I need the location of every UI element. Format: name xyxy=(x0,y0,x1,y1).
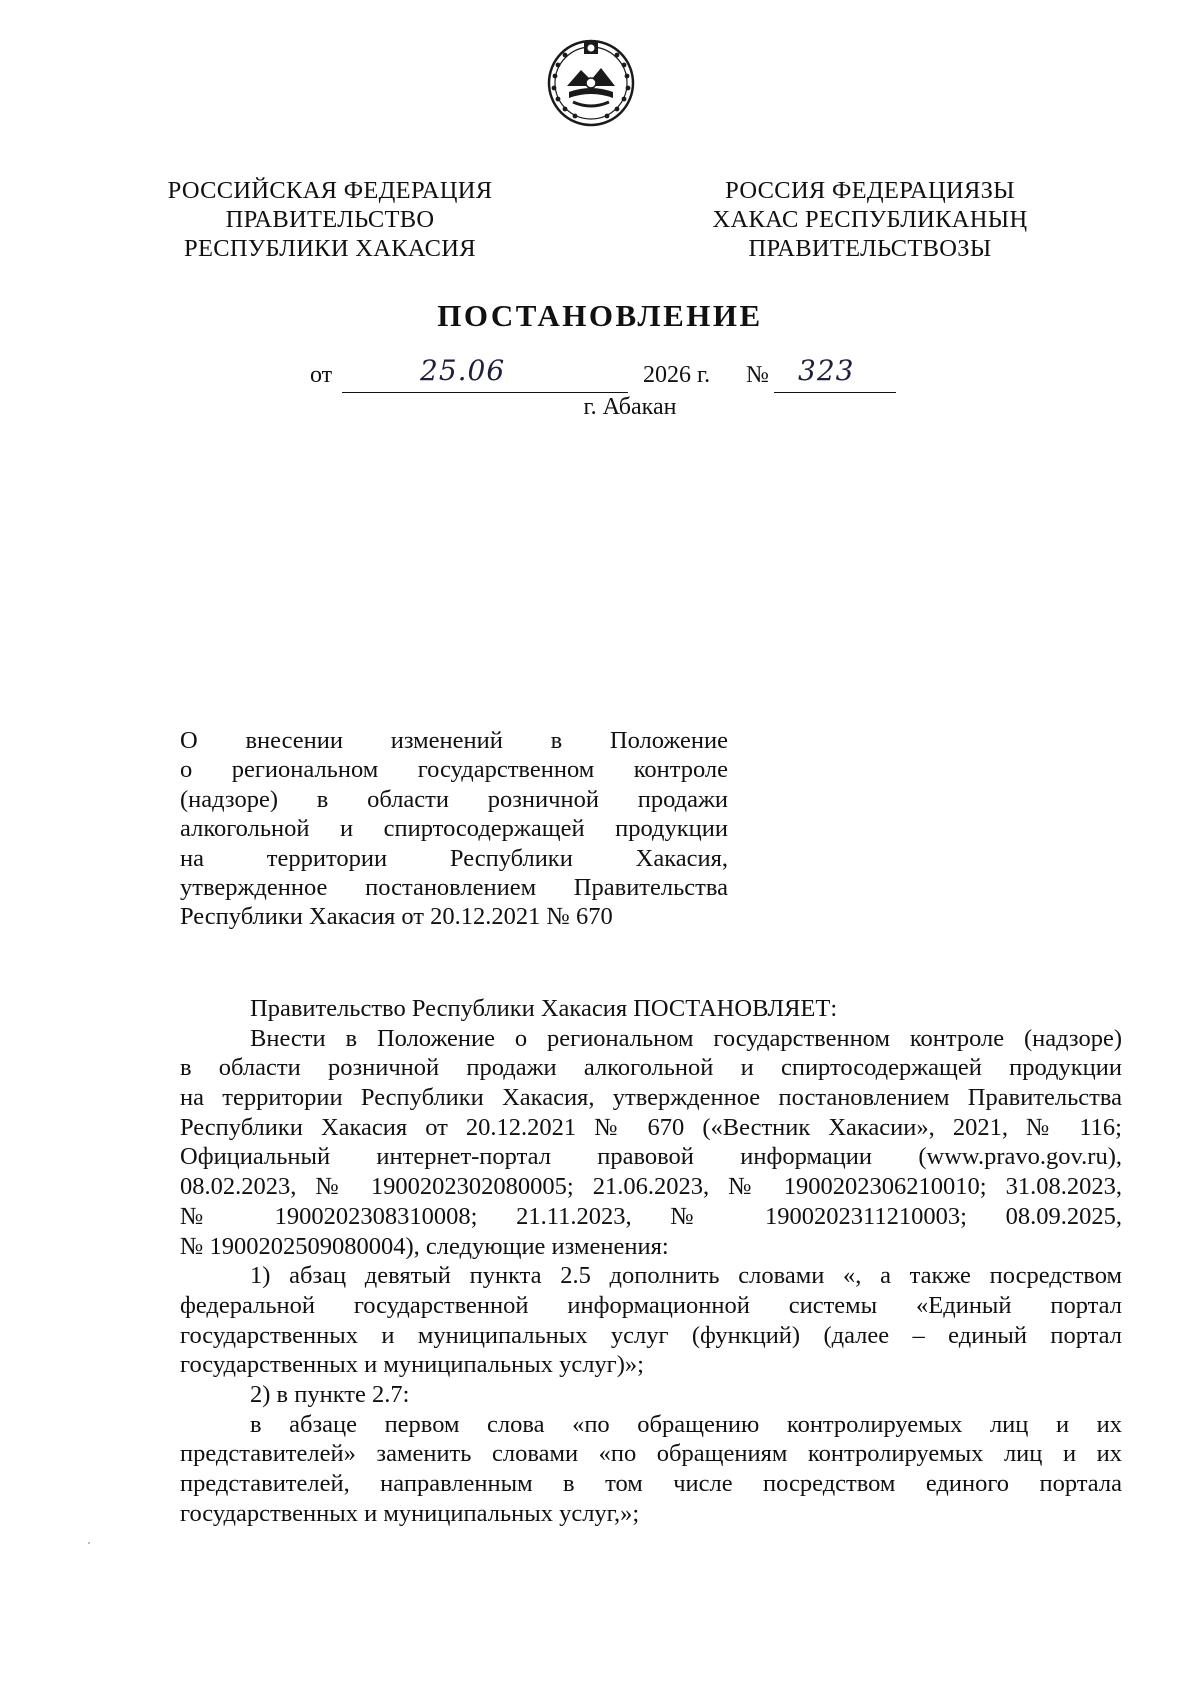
body-line: в абзаце первом слова «по обращению контролируемых лиц и их xyxy=(250,1410,1122,1438)
number-underline xyxy=(774,392,896,393)
body-line: Республики Хакасия от 20.12.2021 № 670 («Вестник Хакасии», 2021, № 116; xyxy=(180,1113,1122,1141)
header-left-line: РЕСПУБЛИКИ ХАКАСИЯ xyxy=(184,235,476,262)
body-line: № 1900202308310008; 21.11.2023, № 1900202311210003; 08.09.2025, xyxy=(180,1202,1122,1230)
body-line: Внести в Положение о региональном государственном контроле (надзоре) xyxy=(250,1024,1122,1052)
body-line-item-2: 2) в пункте 2.7: xyxy=(250,1380,410,1408)
date-year: 2026 г. xyxy=(643,362,711,388)
body-line: федеральной государственной информационной системы «Единый портал xyxy=(180,1291,1122,1319)
date-prefix: от xyxy=(310,362,333,388)
body-line-preamble: Правительство Республики Хакасия ПОСТАНОВЛЯЕТ: xyxy=(250,995,838,1022)
body-line: государственных и муниципальных услуг,»; xyxy=(180,1499,640,1527)
body-line: в области розничной продажи алкогольной и спиртосодержащей продукции xyxy=(180,1054,1122,1082)
subject-line: на территории Республики Хакасия, xyxy=(180,844,728,872)
header-left-line: РОССИЙСКАЯ ФЕДЕРАЦИЯ xyxy=(167,177,493,204)
scan-speck xyxy=(88,1542,90,1544)
body-line: № 1900202509080004), следующие изменения: xyxy=(180,1232,669,1260)
header-right-line: РОССИЯ ФЕДЕРАЦИЯЗЫ xyxy=(725,177,1015,204)
header-right-line: ПРАВИТЕЛЬСТВОЗЫ xyxy=(748,235,992,262)
header-left xyxy=(150,176,510,263)
body-line: представителей» заменить словами «по обращениям контролируемых лиц и их xyxy=(180,1440,1122,1468)
subject-line: утвержденное постановлением Правительства xyxy=(180,873,728,901)
document-body xyxy=(180,994,1122,1528)
date-underline xyxy=(342,392,628,393)
body-line: представителей, направленным в том числе посредством единого портала xyxy=(180,1470,1122,1497)
coat-of-arms-icon xyxy=(545,36,637,128)
city: г. Абакан xyxy=(583,394,677,420)
body-line: государственных и муниципальных услуг (функций) (далее – единый портал xyxy=(180,1321,1122,1349)
body-line: Официальный интернет-портал правовой информации (www.pravo.gov.ru), xyxy=(180,1143,1122,1171)
body-line-item-1: 1) абзац девятый пункта 2.5 дополнить словами «, а также посредством xyxy=(250,1262,1122,1290)
header-right-line: ХАКАС РЕСПУБЛИКАНЫҢ xyxy=(712,206,1028,233)
number-sign: № xyxy=(746,362,769,388)
body-line: государственных и муниципальных услуг)»; xyxy=(180,1351,644,1379)
handwritten-number: 323 xyxy=(798,354,855,387)
header-right xyxy=(690,176,1050,263)
document-subject xyxy=(180,726,728,932)
body-line: 08.02.2023, № 1900202302080005; 21.06.2023, № 1900202306210010; 31.08.2023, xyxy=(180,1173,1122,1201)
document-type-title: ПОСТАНОВЛЕНИЕ xyxy=(437,298,763,333)
header-left-line: ПРАВИТЕЛЬСТВО xyxy=(225,206,435,233)
handwritten-date: 25.06 xyxy=(420,354,506,387)
subject-line: (надзоре) в области розничной продажи xyxy=(180,785,728,813)
subject-line: Республики Хакасия от 20.12.2021 № 670 xyxy=(180,903,613,931)
subject-line: о региональном государственном контроле xyxy=(180,756,728,784)
subject-line: О внесении изменений в Положение xyxy=(180,727,728,754)
subject-line: алкогольной и спиртосодержащей продукции xyxy=(180,815,728,843)
body-line: на территории Республики Хакасия, утвержденное постановлением Правительства xyxy=(180,1084,1122,1112)
